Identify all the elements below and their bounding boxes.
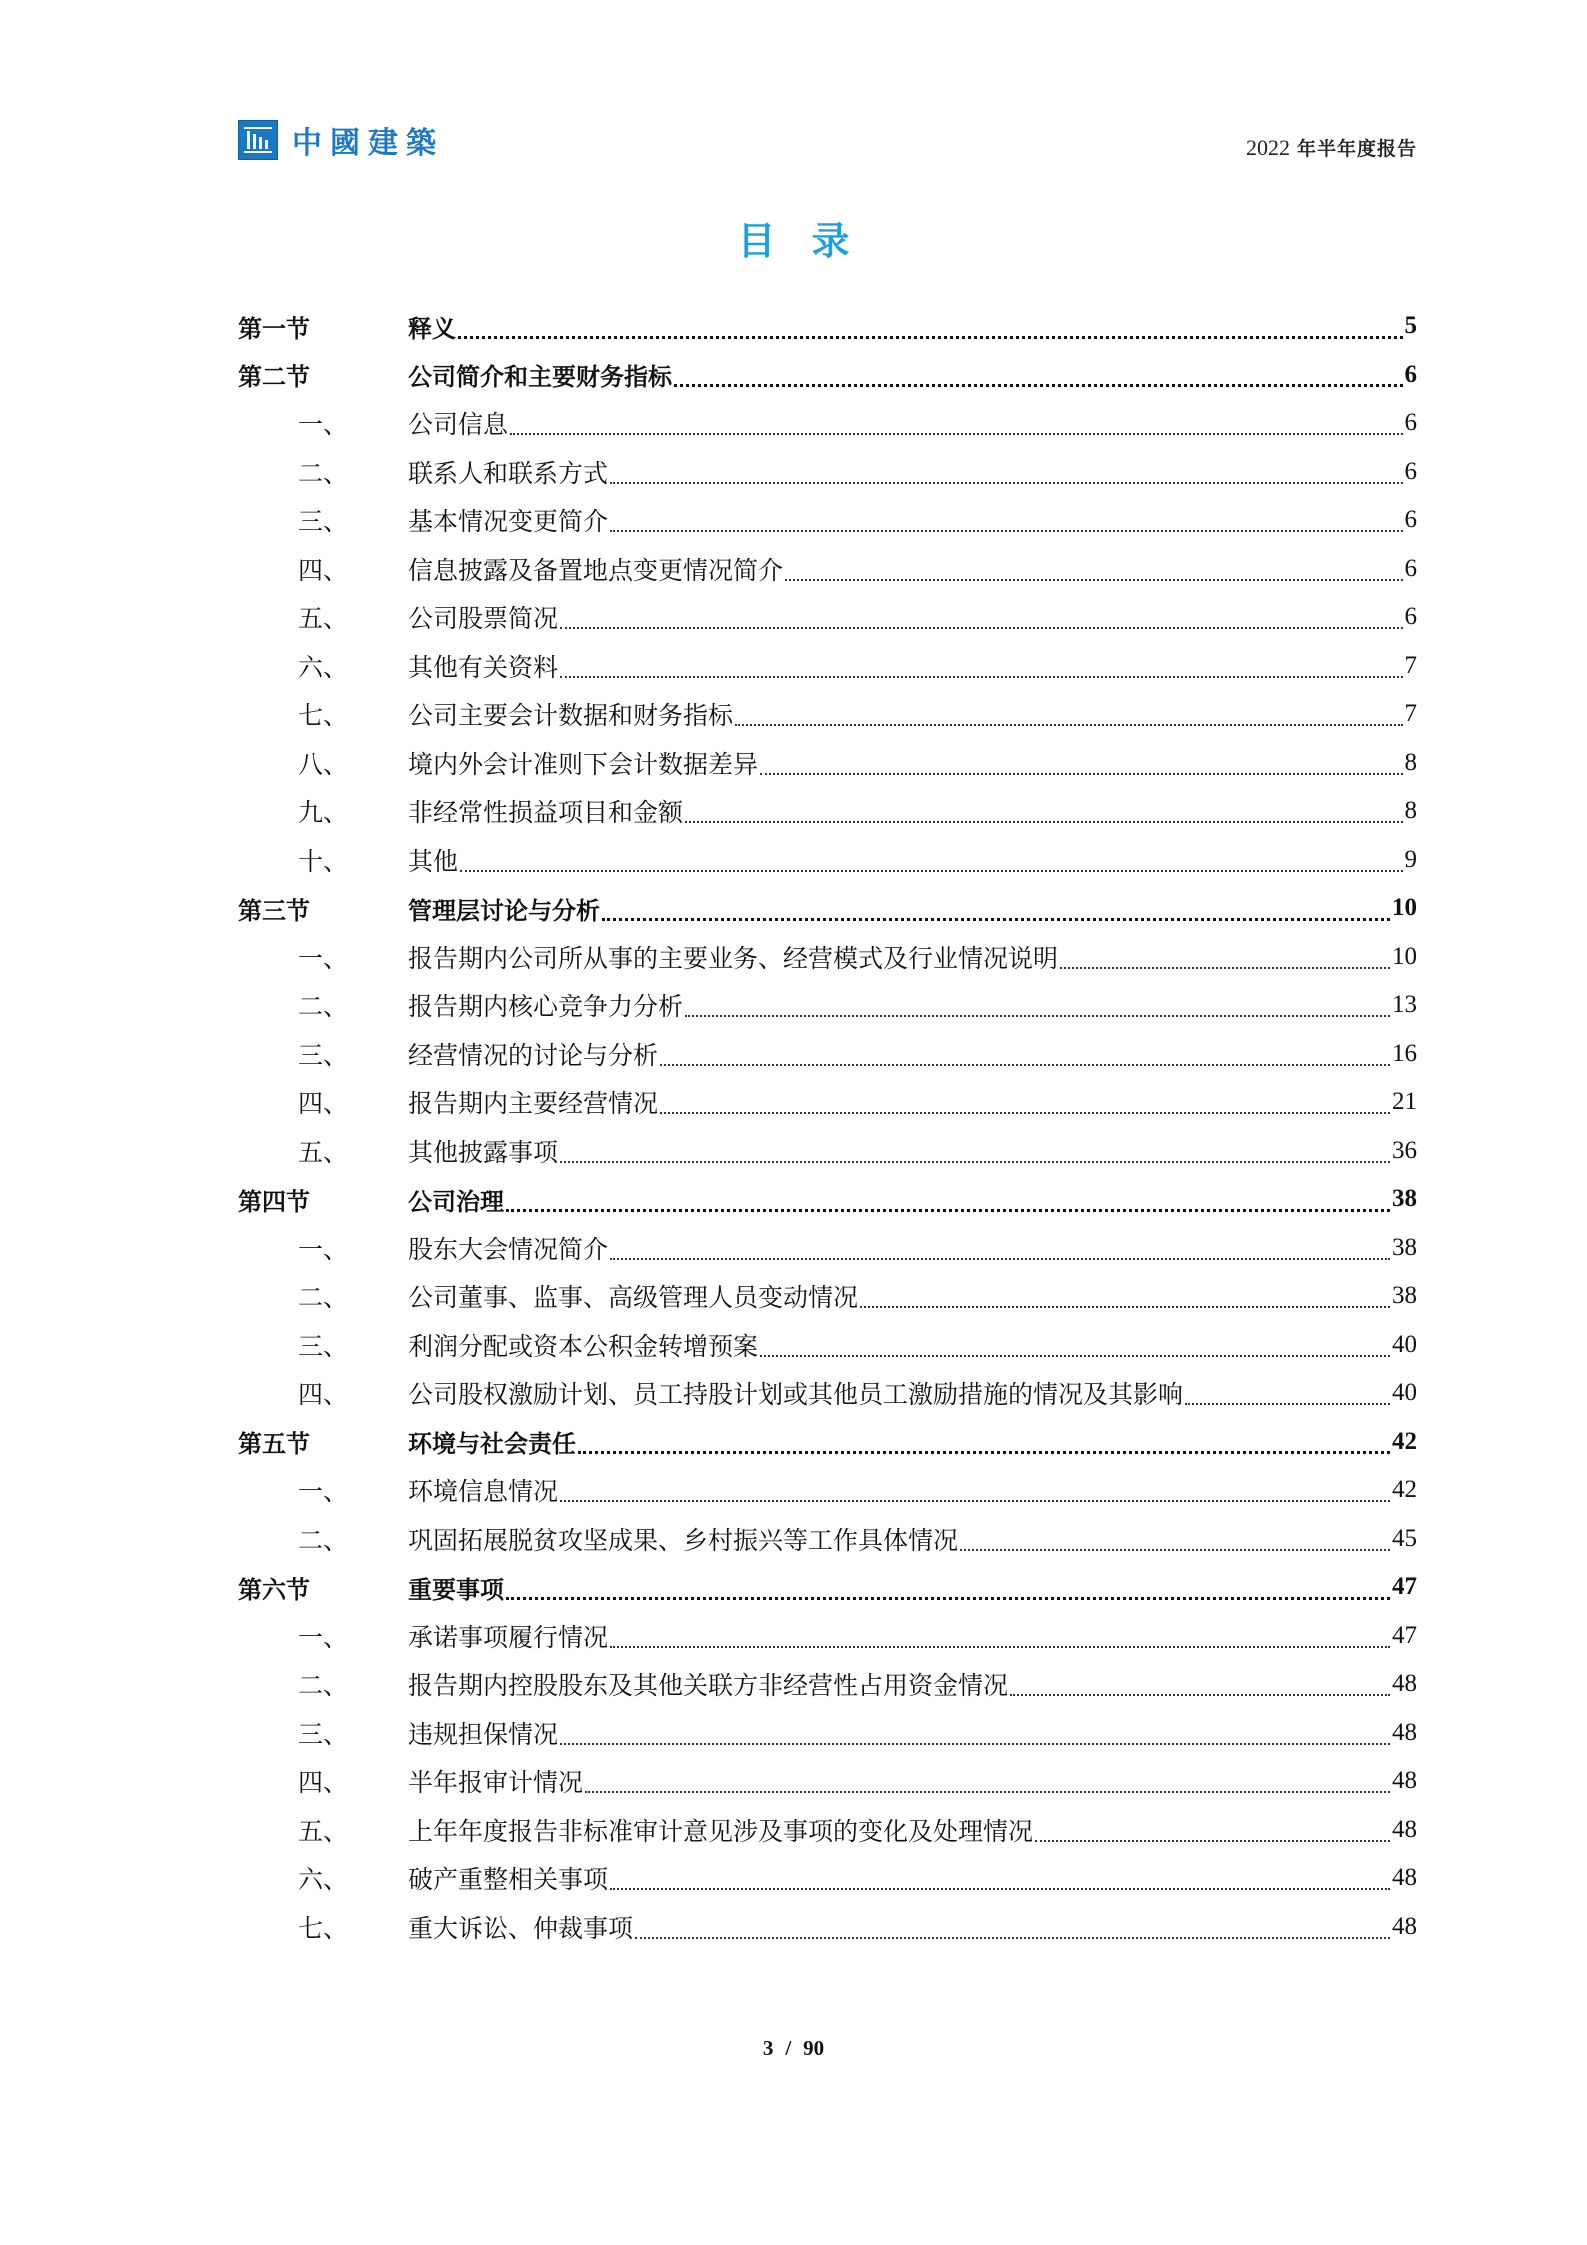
toc-entry-title: 联系人和联系方式	[408, 458, 609, 488]
toc-entry-number: 第二节	[238, 363, 310, 392]
page-title: 目录	[737, 219, 886, 263]
toc-entry-title: 其他有关资料	[408, 652, 559, 682]
toc-entry-number: 四、	[298, 1089, 349, 1119]
toc-dot-leader	[610, 1646, 1390, 1648]
toc-subsection-entry[interactable]	[238, 1757, 1417, 1806]
toc-entry-page: 5	[1404, 312, 1417, 340]
toc-dot-leader	[460, 870, 1402, 872]
toc-entry-title: 公司信息	[408, 410, 509, 440]
toc-entry-page: 21	[1392, 1088, 1417, 1116]
toc-entry-number: 四、	[298, 1380, 349, 1410]
toc-entry-page: 6	[1404, 360, 1417, 388]
toc-entry-number: 九、	[298, 798, 349, 828]
toc-subsection-entry[interactable]	[238, 1612, 1417, 1661]
toc-entry-page: 38	[1392, 1185, 1417, 1213]
toc-dot-leader	[1060, 967, 1390, 969]
toc-subsection-entry[interactable]	[238, 1078, 1417, 1127]
toc-entry-number: 第五节	[238, 1430, 310, 1459]
toc-entry-number: 二、	[298, 1671, 349, 1701]
toc-dot-leader	[960, 1549, 1390, 1551]
toc-subsection-entry[interactable]	[238, 981, 1417, 1030]
toc-subsection-entry[interactable]	[238, 1806, 1417, 1855]
toc-subsection-entry[interactable]	[238, 1224, 1417, 1273]
toc-entry-number: 一、	[298, 1622, 349, 1652]
page-number	[0, 2036, 1587, 2061]
toc-subsection-entry[interactable]	[238, 933, 1417, 982]
toc-entry-page: 48	[1392, 1912, 1417, 1940]
toc-dot-leader	[760, 773, 1402, 775]
toc-subsection-entry[interactable]	[238, 787, 1417, 836]
toc-entry-title: 上年年度报告非标准审计意见涉及事项的变化及处理情况	[408, 1816, 1034, 1846]
toc-entry-title: 环境信息情况	[408, 1477, 559, 1507]
toc-entry-title: 释义	[408, 314, 456, 343]
toc-subsection-entry[interactable]	[238, 1854, 1417, 1903]
toc-entry-page: 6	[1404, 603, 1417, 631]
toc-entry-number: 十、	[298, 846, 349, 876]
toc-entry-number: 一、	[298, 410, 349, 440]
toc-dot-leader	[635, 1937, 1390, 1939]
toc-subsection-entry[interactable]	[238, 739, 1417, 788]
toc-dot-leader	[610, 482, 1402, 484]
toc-dot-leader	[578, 1451, 1390, 1454]
toc-subsection-entry[interactable]	[238, 1660, 1417, 1709]
toc-subsection-entry[interactable]	[238, 1272, 1417, 1321]
toc-entry-title: 报告期内主要经营情况	[408, 1089, 659, 1119]
toc-entry-title: 重大诉讼、仲裁事项	[408, 1913, 634, 1943]
toc-entry-page: 10	[1392, 894, 1417, 922]
toc-subsection-entry[interactable]	[238, 545, 1417, 594]
toc-entry-page: 42	[1392, 1427, 1417, 1455]
toc-entry-number: 五、	[298, 1816, 349, 1846]
toc-entry-page: 7	[1404, 700, 1417, 728]
total-pages: 90	[803, 2036, 825, 2060]
toc-entry-page: 40	[1392, 1379, 1417, 1407]
toc-entry-number: 三、	[298, 1040, 349, 1070]
toc-entry-title: 公司主要会计数据和财务指标	[408, 701, 734, 731]
toc-entry-number: 四、	[298, 1768, 349, 1798]
toc-entry-number: 六、	[298, 652, 349, 682]
report-name: 年半年度报告	[1296, 138, 1417, 160]
toc-entry-title: 公司董事、监事、高级管理人员变动情况	[408, 1283, 859, 1313]
toc-dot-leader	[506, 1597, 1390, 1600]
toc-entry-title: 重要事项	[408, 1575, 504, 1604]
toc-dot-leader	[660, 1064, 1390, 1066]
toc-entry-page: 48	[1392, 1767, 1417, 1795]
toc-dot-leader	[610, 1888, 1390, 1890]
toc-entry-title: 报告期内公司所从事的主要业务、经营模式及行业情况说明	[408, 943, 1059, 973]
page-separator: /	[785, 2036, 792, 2060]
toc-entry-number: 三、	[298, 507, 349, 537]
toc-entry-number: 第四节	[238, 1187, 310, 1216]
toc-entry-page: 47	[1392, 1621, 1417, 1649]
toc-entry-page: 8	[1404, 797, 1417, 825]
toc-entry-number: 八、	[298, 749, 349, 779]
toc-entry-page: 38	[1392, 1282, 1417, 1310]
toc-entry-page: 8	[1404, 748, 1417, 776]
toc-section-entry[interactable]	[238, 884, 1417, 933]
toc-entry-number: 一、	[298, 1477, 349, 1507]
toc-entry-page: 6	[1404, 409, 1417, 437]
toc-entry-title: 非经常性损益项目和金额	[408, 798, 684, 828]
toc-entry-title: 股东大会情况简介	[408, 1234, 609, 1264]
toc-entry-number: 一、	[298, 1234, 349, 1264]
toc-entry-number: 七、	[298, 1913, 349, 1943]
toc-subsection-entry[interactable]	[238, 1369, 1417, 1418]
toc-section-entry[interactable]	[238, 1418, 1417, 1467]
toc-entry-page: 47	[1392, 1573, 1417, 1601]
toc-entry-number: 五、	[298, 1137, 349, 1167]
page-header	[238, 118, 1417, 164]
toc-dot-leader	[560, 1743, 1390, 1745]
current-page: 3	[762, 2036, 774, 2060]
toc-subsection-entry[interactable]	[238, 593, 1417, 642]
toc-entry-page: 6	[1404, 506, 1417, 534]
toc-subsection-entry[interactable]	[238, 1466, 1417, 1515]
toc-entry-page: 16	[1392, 1039, 1417, 1067]
toc-dot-leader	[685, 821, 1402, 823]
toc-section-entry[interactable]	[238, 351, 1417, 400]
toc-entry-title: 基本情况变更简介	[408, 507, 609, 537]
toc-subsection-entry[interactable]	[238, 496, 1417, 545]
toc-dot-leader	[1035, 1840, 1390, 1842]
toc-entry-page: 6	[1404, 457, 1417, 485]
toc-dot-leader	[458, 336, 1403, 339]
toc-subsection-entry[interactable]	[238, 448, 1417, 497]
toc-dot-leader	[860, 1306, 1390, 1308]
toc-entry-title: 报告期内核心竞争力分析	[408, 992, 684, 1022]
toc-subsection-entry[interactable]	[238, 1903, 1417, 1952]
toc-entry-number: 四、	[298, 555, 349, 585]
toc-dot-leader	[560, 1161, 1390, 1163]
toc-subsection-entry[interactable]	[238, 1127, 1417, 1176]
toc-subsection-entry[interactable]	[238, 399, 1417, 448]
toc-subsection-entry[interactable]	[238, 642, 1417, 691]
toc-entry-page: 45	[1392, 1524, 1417, 1552]
toc-section-entry[interactable]	[238, 1175, 1417, 1224]
toc-entry-title: 公司治理	[408, 1187, 504, 1216]
toc-entry-title: 报告期内控股股东及其他关联方非经营性占用资金情况	[408, 1671, 1009, 1701]
toc-dot-leader	[560, 627, 1402, 629]
toc-subsection-entry[interactable]	[238, 1515, 1417, 1564]
toc-entry-title: 境内外会计准则下会计数据差异	[408, 749, 759, 779]
toc-entry-title: 其他披露事项	[408, 1137, 559, 1167]
toc-entry-number: 第三节	[238, 896, 310, 925]
toc-entry-title: 巩固拓展脱贫攻坚成果、乡村振兴等工作具体情况	[408, 1525, 959, 1555]
toc-dot-leader	[760, 1355, 1390, 1357]
toc-dot-leader	[685, 1015, 1390, 1017]
toc-section-entry[interactable]	[238, 1563, 1417, 1612]
toc-entry-title: 其他	[408, 846, 459, 876]
toc-entry-page: 48	[1392, 1864, 1417, 1892]
toc-entry-page: 48	[1392, 1815, 1417, 1843]
toc-entry-number: 二、	[298, 1283, 349, 1313]
toc-entry-title: 管理层讨论与分析	[408, 896, 600, 925]
toc-entry-title: 环境与社会责任	[408, 1430, 576, 1459]
toc-entry-title: 破产重整相关事项	[408, 1865, 609, 1895]
toc-entry-number: 三、	[298, 1331, 349, 1361]
toc-dot-leader	[510, 433, 1402, 435]
toc-entry-page: 48	[1392, 1670, 1417, 1698]
toc-entry-title: 经营情况的讨论与分析	[408, 1040, 659, 1070]
toc-entry-page: 13	[1392, 991, 1417, 1019]
toc-section-entry[interactable]	[238, 302, 1417, 351]
toc-entry-number: 六、	[298, 1865, 349, 1895]
toc-entry-page: 48	[1392, 1718, 1417, 1746]
company-name: 中國建築	[292, 126, 444, 161]
toc-subsection-entry[interactable]	[238, 1030, 1417, 1079]
toc-entry-title: 信息披露及备置地点变更情况简介	[408, 555, 784, 585]
toc-dot-leader	[735, 724, 1402, 726]
toc-dot-leader	[785, 579, 1402, 581]
toc-subsection-entry[interactable]	[238, 836, 1417, 885]
toc-dot-leader	[610, 1258, 1390, 1260]
toc-dot-leader	[602, 918, 1390, 921]
toc-entry-page: 10	[1392, 942, 1417, 970]
toc-entry-number: 七、	[298, 701, 349, 731]
toc-entry-title: 公司股票简况	[408, 604, 559, 634]
cscec-logo-icon	[238, 120, 278, 160]
toc-entry-page: 42	[1392, 1476, 1417, 1504]
toc-entry-title: 公司简介和主要财务指标	[408, 363, 672, 392]
toc-entry-number: 第六节	[238, 1575, 310, 1604]
toc-dot-leader	[674, 384, 1403, 387]
toc-entry-title: 违规担保情况	[408, 1719, 559, 1749]
toc-entry-page: 7	[1404, 651, 1417, 679]
toc-entry-number: 二、	[298, 458, 349, 488]
toc-entry-number: 五、	[298, 604, 349, 634]
table-of-contents	[238, 302, 1417, 1951]
toc-subsection-entry[interactable]	[238, 1321, 1417, 1370]
toc-dot-leader	[1010, 1694, 1390, 1696]
toc-dot-leader	[660, 1112, 1390, 1114]
toc-entry-number: 二、	[298, 1525, 349, 1555]
toc-dot-leader	[560, 676, 1402, 678]
company-logo	[238, 118, 444, 162]
toc-entry-title: 半年报审计情况	[408, 1768, 584, 1798]
report-year: 2022	[1245, 135, 1290, 160]
toc-entry-number: 一、	[298, 943, 349, 973]
toc-entry-title: 公司股权激励计划、员工持股计划或其他员工激励措施的情况及其影响	[408, 1380, 1184, 1410]
toc-subsection-entry[interactable]	[238, 690, 1417, 739]
toc-subsection-entry[interactable]	[238, 1709, 1417, 1758]
toc-entry-page: 9	[1404, 845, 1417, 873]
toc-entry-title: 利润分配或资本公积金转增预案	[408, 1331, 759, 1361]
toc-entry-page: 36	[1392, 1136, 1417, 1164]
toc-dot-leader	[560, 1500, 1390, 1502]
toc-entry-page: 40	[1392, 1330, 1417, 1358]
toc-entry-title: 承诺事项履行情况	[408, 1622, 609, 1652]
toc-dot-leader	[585, 1791, 1390, 1793]
toc-dot-leader	[506, 1209, 1390, 1212]
toc-entry-number: 三、	[298, 1719, 349, 1749]
toc-dot-leader	[610, 530, 1402, 532]
toc-dot-leader	[1185, 1403, 1390, 1405]
toc-entry-page: 38	[1392, 1233, 1417, 1261]
report-title	[1246, 134, 1417, 161]
toc-entry-page: 6	[1404, 554, 1417, 582]
toc-entry-number: 第一节	[238, 314, 310, 343]
toc-entry-number: 二、	[298, 992, 349, 1022]
